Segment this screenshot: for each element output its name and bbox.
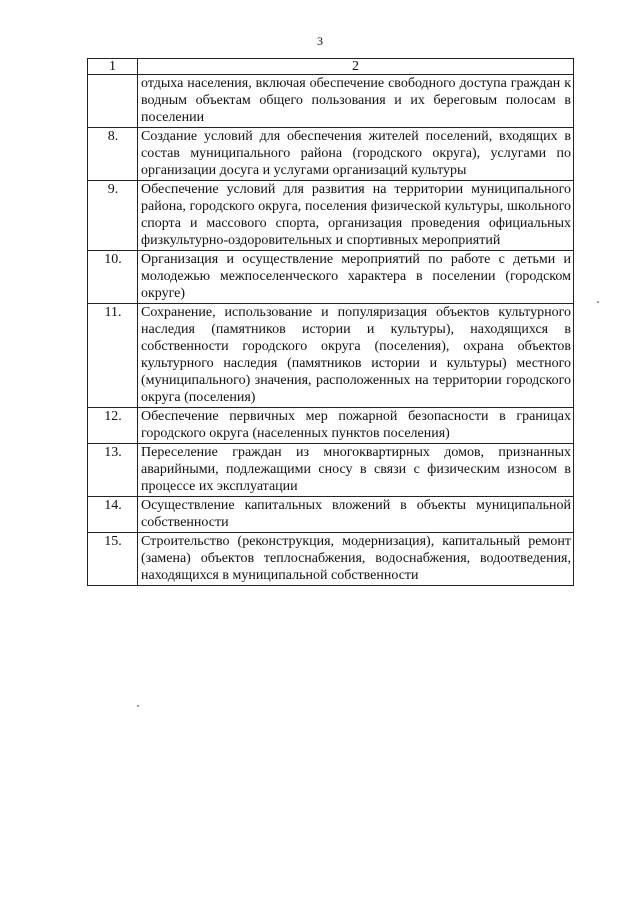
row-number (88, 75, 138, 128)
table-row (88, 181, 574, 251)
page-number: 3 (317, 34, 323, 48)
row-text: Строительство (реконструкция, модернизация), капитальный ремонт (замена) объектов теплоснабжения, водоснабжения, водоотведения, находящихся в муниципальной собственности (138, 533, 574, 586)
column-header-description: 2 (138, 59, 574, 75)
row-number: 10. (88, 251, 138, 304)
row-number: 8. (88, 128, 138, 181)
table-row (88, 497, 574, 533)
table-header-row (88, 59, 574, 75)
powers-table (87, 58, 574, 586)
column-header-number: 1 (88, 59, 138, 75)
table-row (88, 444, 574, 497)
scan-speck (137, 705, 139, 707)
row-number: 14. (88, 497, 138, 533)
row-number: 15. (88, 533, 138, 586)
row-text: Осуществление капитальных вложений в объекты муниципальной собственности (138, 497, 574, 533)
table-row (88, 533, 574, 586)
row-number: 11. (88, 304, 138, 408)
table-row (88, 304, 574, 408)
table-row (88, 75, 574, 128)
row-number: 12. (88, 408, 138, 444)
table-row (88, 251, 574, 304)
row-text: Сохранение, использование и популяризация объектов культурного наследия (памятников истории и культуры), находящихся в собственности городского округа (поселения), охрана объектов культурного наследия (памятников истории и культуры) местного (муниципального) значения, расположенных на территории городского округа (поселения) (138, 304, 574, 408)
row-text: Обеспечение условий для развития на территории муниципального района, городского округа, поселения физической культуры, школьного спорта и массового спорта, организация проведения официальных физкультурно-оздоровительных и спортивных мероприятий (138, 181, 574, 251)
row-number: 13. (88, 444, 138, 497)
row-text: Создание условий для обеспечения жителей поселений, входящих в состав муниципального района (городского округа), услугами по организации досуга и услугами организаций культуры (138, 128, 574, 181)
row-text: Организация и осуществление мероприятий по работе с детьми и молодежью межпоселенческого характера в поселении (городском округе) (138, 251, 574, 304)
row-text: отдыха населения, включая обеспечение свободного доступа граждан к водным объектам общего пользования и их береговым полосам в поселении (138, 75, 574, 128)
row-text: Переселение граждан из многоквартирных домов, признанных аварийными, подлежащими сносу в связи с физическим износом в процессе их эксплуатации (138, 444, 574, 497)
scan-speck (597, 301, 599, 303)
row-number: 9. (88, 181, 138, 251)
table-row (88, 128, 574, 181)
table-row (88, 408, 574, 444)
row-text: Обеспечение первичных мер пожарной безопасности в границах городского округа (населенных пунктов поселения) (138, 408, 574, 444)
